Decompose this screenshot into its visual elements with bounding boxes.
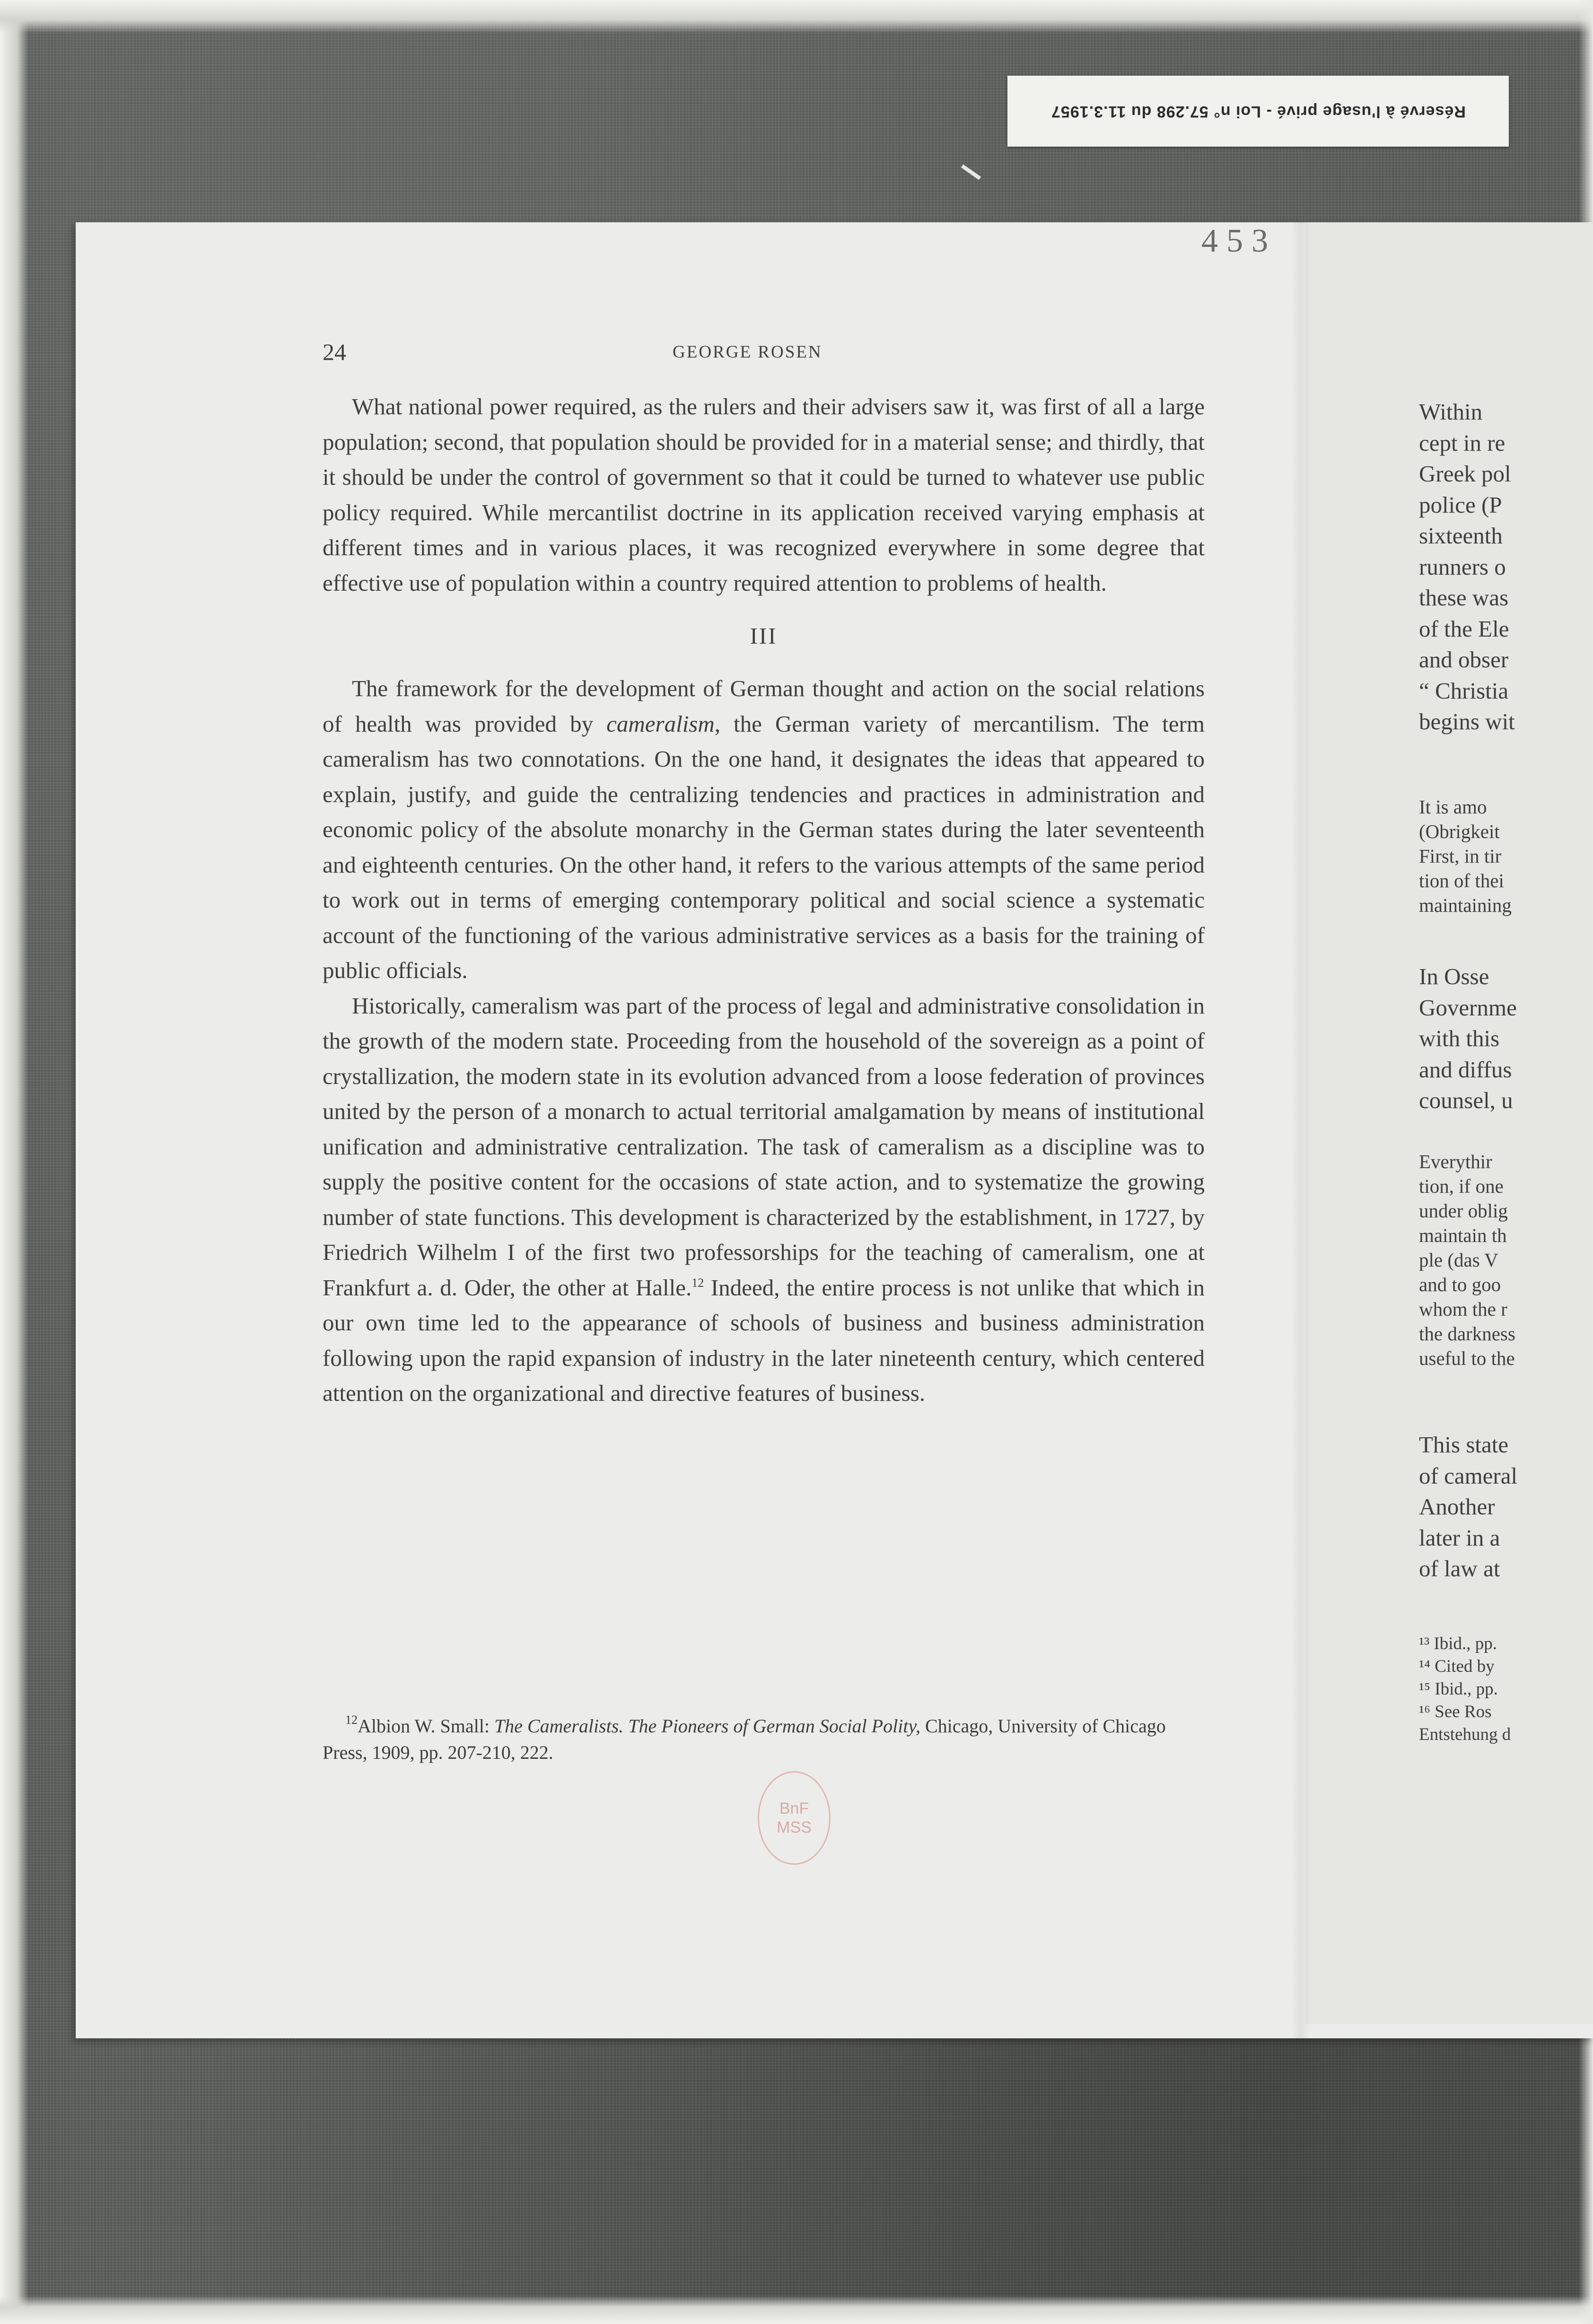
paragraph-2-end: , the German variety of mercantilism. The term cameralism has two connotations. On the one hand, it designates the ideas that appeared to explain, justify, and guide the centralizing tendencies and practices in administration and economic policy of the absolute monarchy in the German states during the later seventeenth and eighteenth centuries. On the other hand, it refers to the various attempts of the same period to work out in terms of emerging contemporary political and social science a systematic account of the functioning of the various administrative services as a basis for the training of public officials.	[323, 710, 1205, 983]
right-line: and obser	[1419, 647, 1509, 673]
right-footnote-line: Entstehung d	[1419, 1725, 1511, 1744]
right-footnote-line: ¹⁶ See Ros	[1419, 1702, 1492, 1721]
right-footnote-line: ¹⁴ Cited by	[1419, 1657, 1495, 1676]
right-page-footnotes	[1419, 1633, 1589, 1746]
main-text-column	[323, 389, 1205, 1411]
paragraph-2-start: The framework for the development of German thought and action on the social relations of health was provided by	[323, 675, 1205, 737]
right-line: “ Christia	[1419, 677, 1509, 704]
right-line: (Obrigkeit	[1419, 821, 1500, 842]
right-footnote-line: ¹³ Ibid., pp.	[1419, 1634, 1497, 1653]
right-line: cept in re	[1419, 429, 1505, 456]
right-line: It is amo	[1419, 796, 1487, 818]
usage-restriction-text: Réservé à l'usage privé - Loi n° 57.298 du 11.3.1957	[1050, 102, 1466, 121]
right-line: and to goo	[1419, 1274, 1501, 1295]
right-line: This state	[1419, 1432, 1509, 1458]
right-line: tion of thei	[1419, 870, 1504, 891]
right-line: police (P	[1419, 491, 1502, 518]
scan-border-left	[0, 0, 28, 2324]
right-line: these was	[1419, 585, 1509, 611]
right-line: whom the r	[1419, 1298, 1507, 1320]
right-line: begins wit	[1419, 708, 1515, 734]
footnote-reference: 12	[691, 1276, 704, 1290]
footnote-number: 12	[345, 1713, 358, 1727]
library-ownership-stamp	[758, 1771, 831, 1865]
usage-restriction-label	[1007, 76, 1509, 147]
right-page-text-3	[1419, 1429, 1589, 1584]
right-line: Within	[1419, 399, 1483, 425]
running-head-author: GEORGE ROSEN	[673, 342, 823, 362]
right-line: tion, if one	[1419, 1175, 1504, 1197]
page-number: 24	[323, 339, 346, 365]
right-line: counsel, u	[1419, 1087, 1513, 1113]
right-line: with this	[1419, 1025, 1500, 1051]
paragraph-1: What national power required, as the rulers and their advisers saw it, was first of all a large population; second, that population should be provided for in a material sense; and thirdly, that it should be under the control of government so that it could be turned to whatever use public policy required. While mercantilist doctrine in its application received varying emphasis at different times and in various places, it was recognized everywhere in some degree that effective use of population within a country required attention to problems of health.	[323, 393, 1205, 596]
page-gutter	[1291, 222, 1310, 2038]
right-line: and diffus	[1419, 1056, 1512, 1083]
library-stamp-line1: BnF	[779, 1800, 809, 1817]
right-line: Everythir	[1419, 1151, 1492, 1172]
running-head	[323, 338, 1205, 373]
right-line: the darkness	[1419, 1323, 1515, 1345]
right-line: of law at	[1419, 1555, 1500, 1581]
footnote-12	[323, 1713, 1205, 1766]
library-stamp-line2: MSS	[777, 1818, 812, 1836]
right-page-text-1	[1419, 396, 1589, 737]
right-line: Greek pol	[1419, 461, 1511, 487]
section-heading: III	[750, 623, 778, 649]
right-footnote-line: ¹⁵ Ibid., pp.	[1419, 1679, 1498, 1699]
right-line: sixteenth	[1419, 523, 1503, 549]
right-line: ple (das V	[1419, 1249, 1498, 1271]
right-line: later in a	[1419, 1524, 1500, 1551]
paragraph-3-end: Indeed, the entire process is not unlike that which in our own time led to the appearance of schools of business and business administration following upon the rapid expansion of industry in the later nineteenth century, which centered attention on the organizational and directive features of business.	[323, 1274, 1205, 1406]
right-page-quote-2	[1419, 1149, 1589, 1371]
footnote-publication: Chicago, University of Chicago Press, 1909, pp. 207-210, 222.	[323, 1715, 1166, 1763]
right-line: runners o	[1419, 553, 1506, 580]
right-line: under oblig	[1419, 1200, 1508, 1222]
cameralism-term: cameralism	[606, 710, 715, 737]
right-page-quote-1	[1419, 795, 1589, 917]
right-line: Another	[1419, 1494, 1495, 1520]
footnote-author: Albion W. Small:	[358, 1715, 494, 1737]
scan-border-top	[0, 0, 1593, 33]
right-line: Governme	[1419, 994, 1517, 1021]
right-line: maintaining	[1419, 894, 1512, 916]
paragraph-3-start: Historically, cameralism was part of the process of legal and administrative consolidation in the growth of the modern state. Proceeding from the household of the sovereign as a point of crystallization, the modern state in its evolution advanced from a loose federation of provinces united by the person of a monarch to actual territorial amalgamation by means of institutional unification and administrative centralization. The task of cameralism as a discipline was to supply the positive content for the occasions of state action, and to systematize the growing number of state functions. This development is characterized by the establishment, in 1727, by Friedrich Wilhelm I of the first two professorships for the teaching of cameralism, one at Frankfurt a. d. Oder, the other at Halle.	[323, 992, 1205, 1301]
scan-border-bottom	[0, 2296, 1593, 2324]
right-page-text-2	[1419, 961, 1589, 1116]
right-line: maintain th	[1419, 1224, 1507, 1246]
right-line: useful to the	[1419, 1347, 1515, 1369]
paragraph-2	[323, 671, 1205, 988]
folio-number: 453	[1201, 223, 1277, 259]
right-line: In Osse	[1419, 963, 1489, 989]
right-line: of the Ele	[1419, 615, 1509, 642]
right-line: First, in tir	[1419, 845, 1502, 867]
paragraph-3	[323, 988, 1205, 1411]
footnote-title: The Cameralists. The Pioneers of German Social Polity,	[494, 1715, 920, 1737]
right-line: of cameral	[1419, 1462, 1518, 1489]
